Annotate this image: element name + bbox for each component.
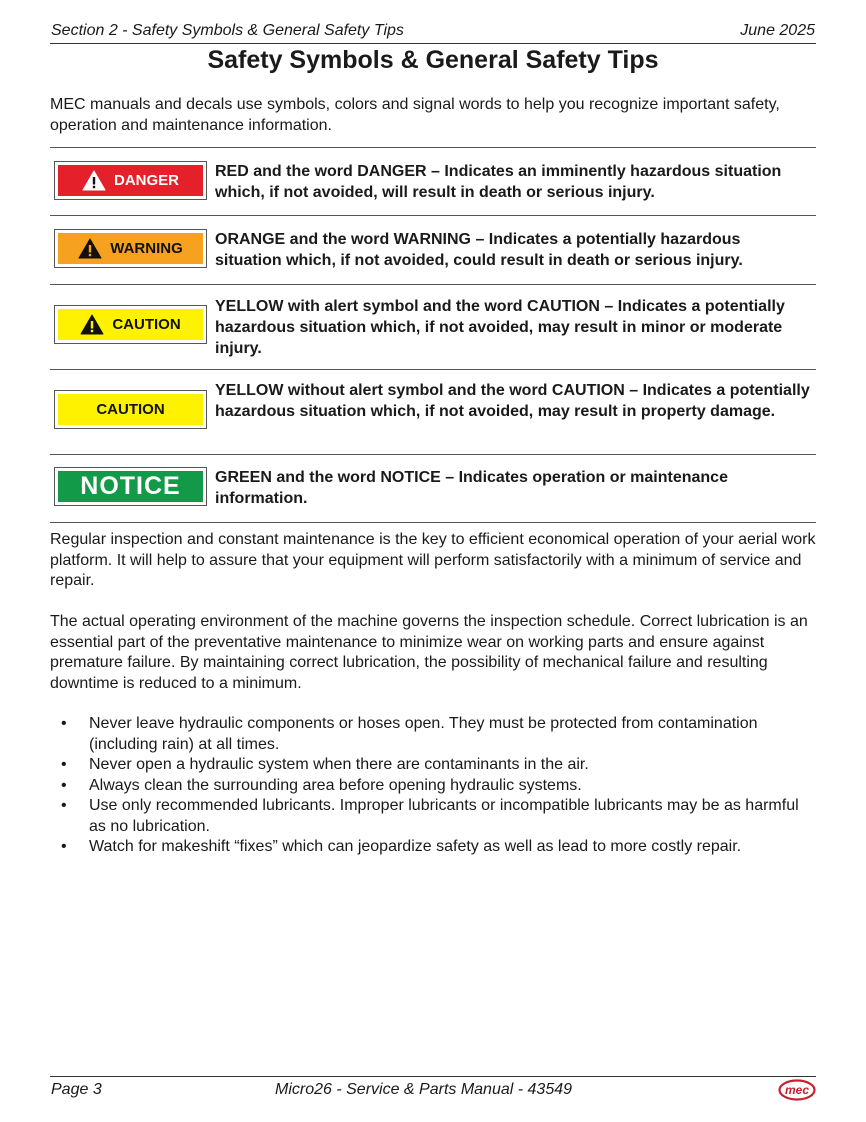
bullet-marker: •: [61, 756, 67, 773]
list-item: [50, 776, 816, 797]
signal-description: RED and the word DANGER – Indicates an imminently hazardous situation which, if not avoided, will result in death or serious injury.: [215, 163, 782, 201]
signal-word: DANGER: [113, 172, 179, 189]
list-item-text: Always clean the surrounding area before opening hydraulic systems.: [89, 776, 582, 794]
bullet-marker: •: [61, 797, 67, 814]
divider: [50, 284, 816, 285]
list-item-text: Never leave hydraulic components or hoses open. They must be protected from contamination (including rain) at all times.: [89, 715, 758, 753]
signal-description: GREEN and the word NOTICE – Indicates operation or maintenance information.: [215, 469, 728, 507]
signal-word: CAUTION: [96, 401, 165, 418]
alert-triangle-icon: [80, 314, 104, 335]
body-paragraph: The actual operating environment of the machine governs the inspection schedule. Correct lubrication is an essential part of the preventative maintenance to minimize wear on working parts and ensure against premature failure. By maintaining correct lubrication, the possibility of mechanical failure and resulting downtime is reduced to a minimum.: [50, 613, 808, 692]
danger-signal-label: [54, 161, 207, 200]
list-item: [50, 755, 816, 776]
divider: [50, 454, 816, 455]
intro-paragraph: MEC manuals and decals use symbols, colors and signal words to help you recognize important safety, operation and maintenance information.: [50, 96, 780, 134]
list-item-text: Use only recommended lubricants. Improper lubricants or incompatible lubricants may be as harmful as no lubrication.: [89, 797, 799, 835]
signal-word: CAUTION: [112, 316, 181, 333]
logo-text: mec: [784, 1083, 810, 1098]
manual-title: Micro26 - Service & Parts Manual - 43549: [275, 1081, 573, 1098]
divider: [50, 369, 816, 370]
body-paragraph: Regular inspection and constant maintenance is the key to efficient economical operation of your aerial work platform. It will help to assure that your equipment will perform satisfactorily with a minimum of service and repair.: [50, 531, 816, 589]
notice-signal-label: [54, 467, 207, 506]
signal-description: ORANGE and the word WARNING – Indicates a potentially hazardous situation which, if not avoided, could result in death or serious injury.: [215, 231, 743, 269]
maintenance-tips-list: [50, 714, 816, 858]
bullet-marker: •: [61, 838, 67, 855]
signal-description: YELLOW with alert symbol and the word CAUTION – Indicates a potentially hazardous situation which, if not avoided, may result in minor or moderate injury.: [215, 298, 785, 357]
footer-divider: [50, 1076, 816, 1077]
caution-signal-label: [54, 305, 207, 344]
signal-description: YELLOW without alert symbol and the word CAUTION – Indicates a potentially hazardous situation which, if not avoided, may result in property damage.: [215, 382, 810, 420]
alert-triangle-icon: [82, 170, 106, 191]
divider: [50, 147, 816, 148]
signal-word: NOTICE: [80, 472, 181, 500]
bullet-marker: •: [61, 776, 67, 794]
caution-no-symbol-signal-label: [54, 390, 207, 429]
list-item: [50, 796, 816, 837]
list-item: [50, 714, 816, 755]
page-title: Safety Symbols & General Safety Tips: [207, 46, 659, 74]
divider: [50, 522, 816, 523]
warning-signal-label: [54, 229, 207, 268]
header-section-title: Section 2 - Safety Symbols & General Safety Tips: [51, 22, 404, 39]
mec-logo: [778, 1079, 816, 1101]
page-number: Page 3: [51, 1081, 102, 1098]
list-item-text: Watch for makeshift “fixes” which can jeopardize safety as well as lead to more costly repair.: [89, 838, 742, 855]
signal-word: WARNING: [110, 240, 183, 257]
header-date: June 2025: [740, 22, 815, 39]
bullet-marker: •: [61, 715, 67, 732]
list-item: [50, 837, 816, 858]
divider: [50, 215, 816, 216]
list-item-text: Never open a hydraulic system when there are contaminants in the air.: [89, 756, 589, 773]
alert-triangle-icon: [78, 238, 102, 259]
page-header: [50, 20, 816, 44]
